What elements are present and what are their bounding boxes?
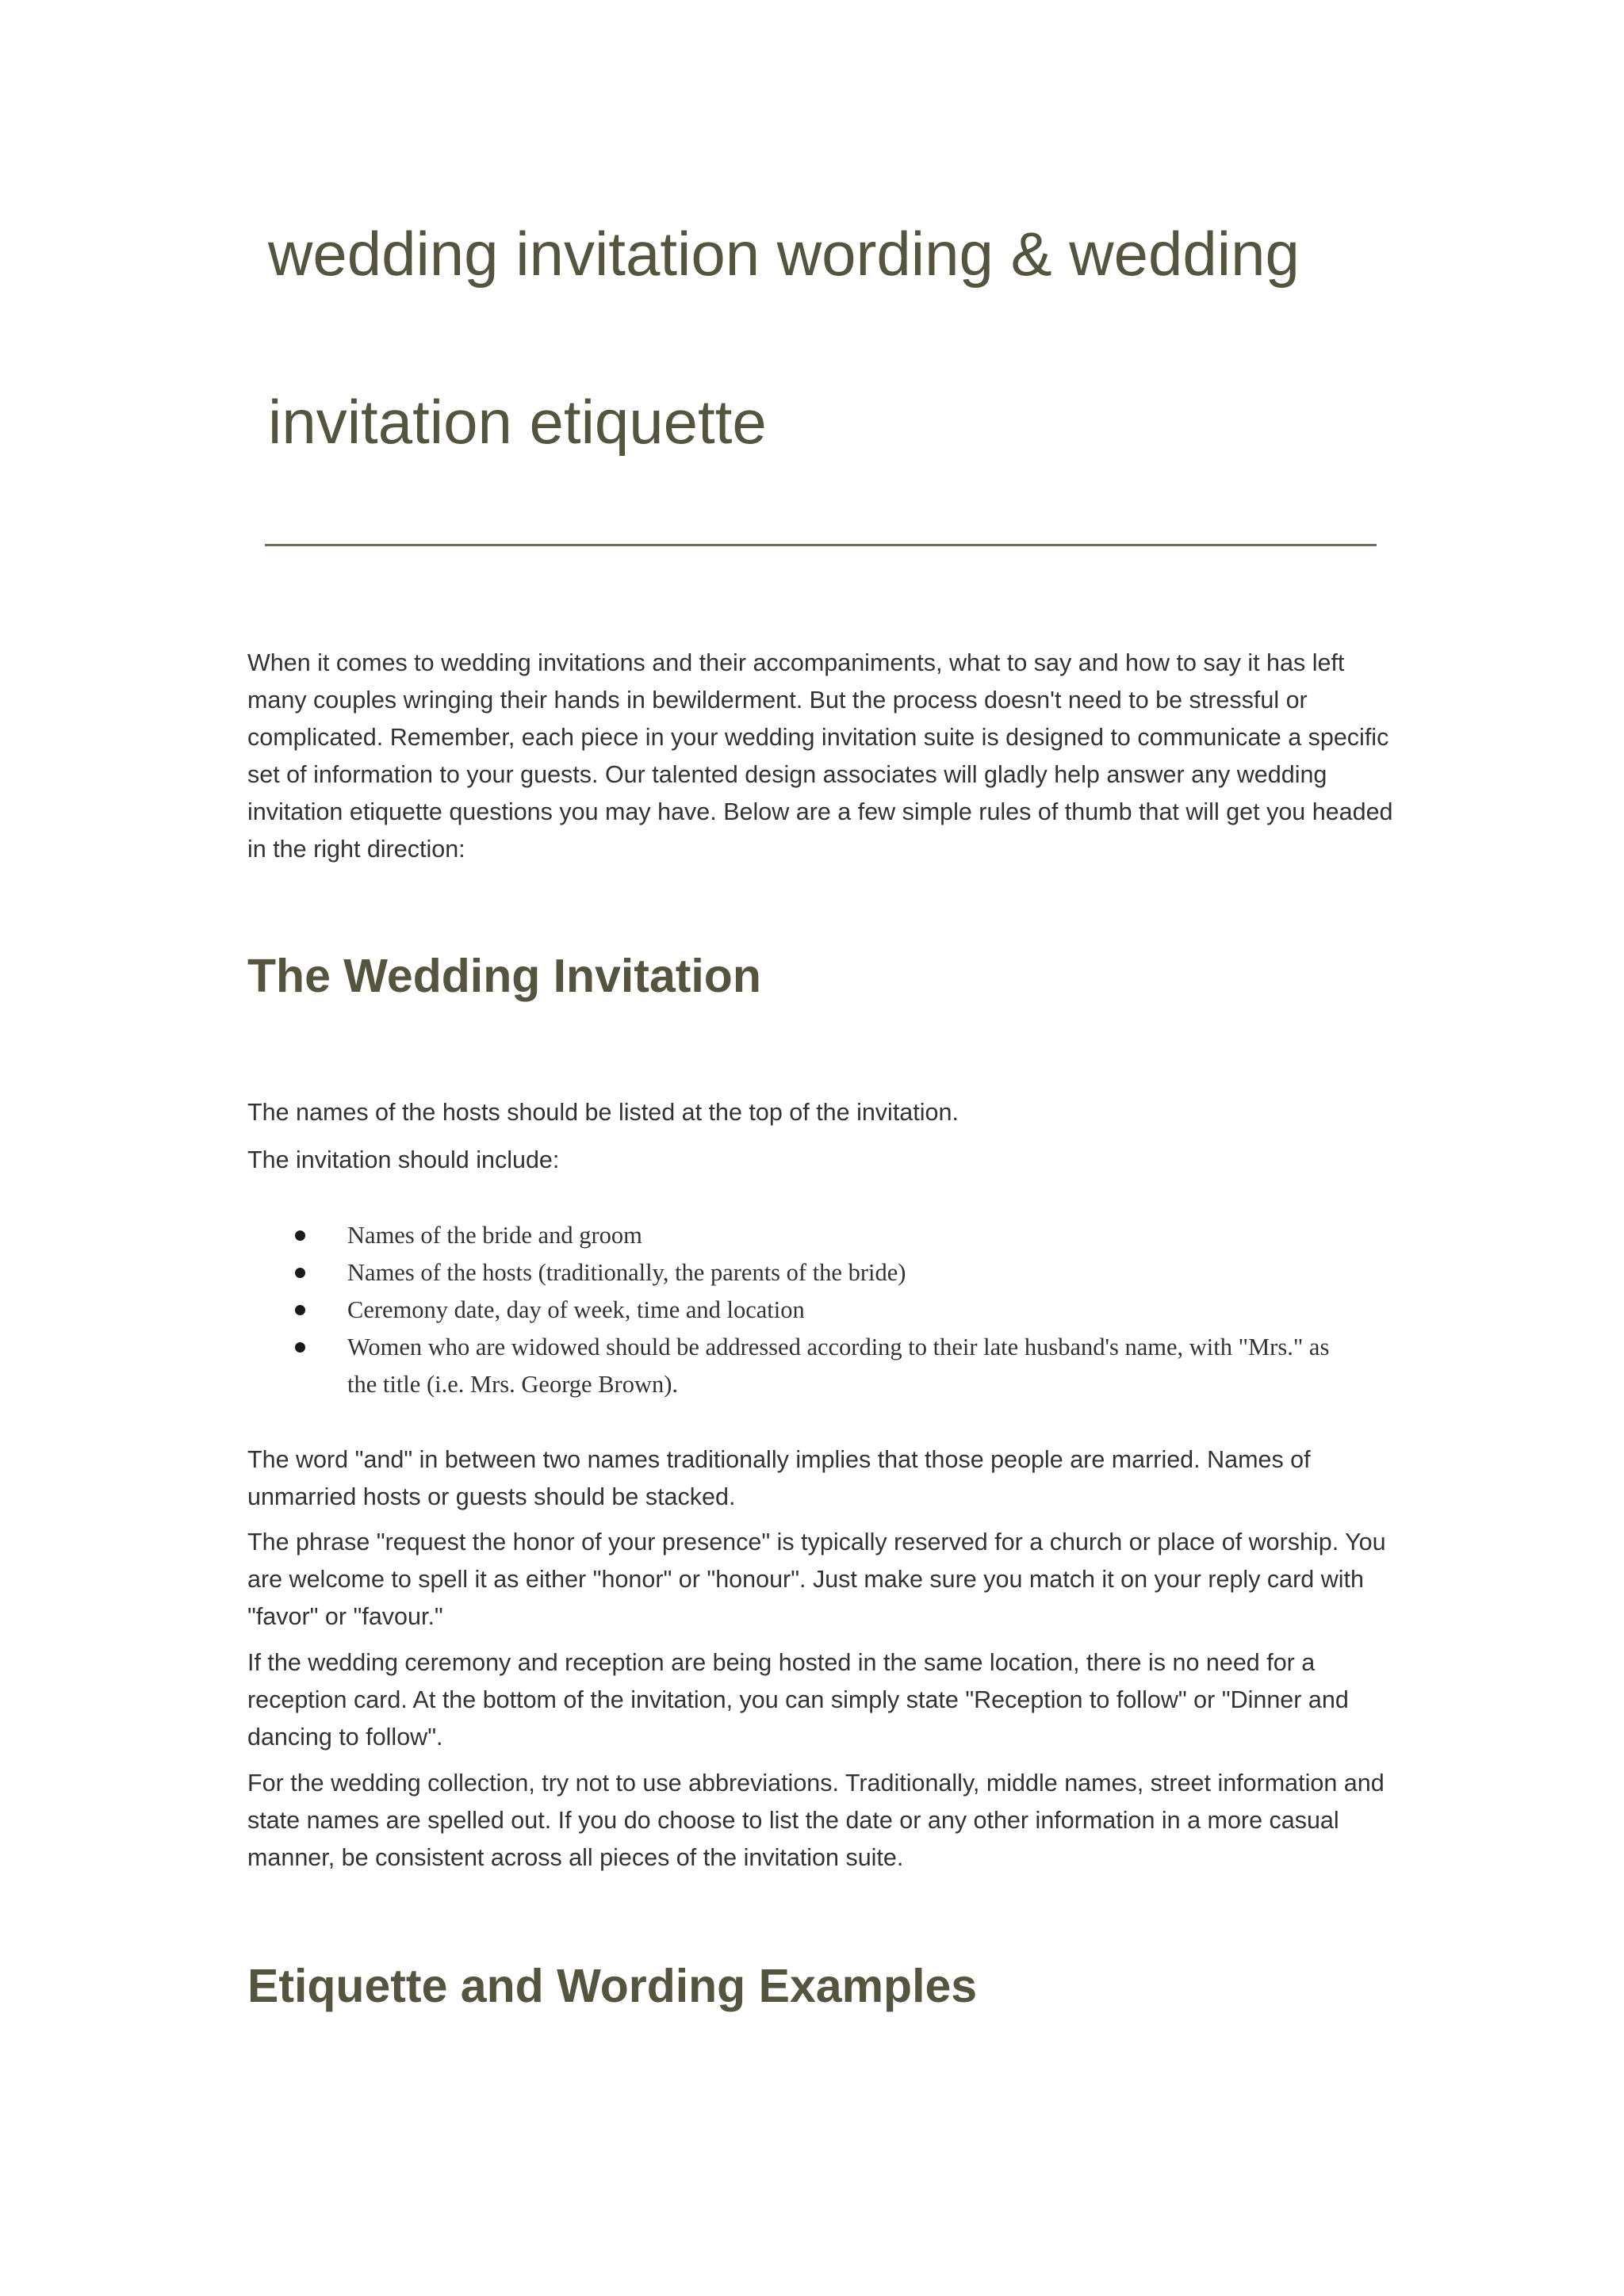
document-title-line-1: wedding invitation wording & wedding (268, 219, 1300, 289)
list-item-text: Names of the hosts (traditionally, the parents of the bride) (347, 1259, 906, 1286)
intro-paragraph: When it comes to wedding invitations and their accompaniments, what to say and how to say it has left many couples wringing their hands in bewilderment. But the process doesn't need to be stressful or complicated. Remember, each piece in your wedding invitation suite is designed to communicate a specific set of information to your guests. Our talented design associates will gladly help answer any wedding invitation etiquette questions you may have. Below are a few simple rules of thumb that will get you headed in the right direction: (247, 649, 1393, 863)
document-title-line-2: invitation etiquette (268, 387, 767, 457)
reception-card-paragraph: If the wedding ceremony and reception are being hosted in the same location, there is no need for a reception card. At the bottom of the invitation, you can simply state "Reception to follow" or "Dinner and dancing to follow". (247, 1649, 1349, 1751)
and-names-paragraph: The word "and" in between two names traditionally implies that those people are married. Names of unmarried hosts or guests should be stacked. (247, 1446, 1311, 1510)
bullet-icon (295, 1305, 305, 1315)
list-item-text: Names of the bride and groom (347, 1222, 642, 1249)
bullet-icon (295, 1268, 305, 1278)
list-item-text: Ceremony date, day of week, time and location (347, 1296, 805, 1323)
section-heading-etiquette-examples: Etiquette and Wording Examples (247, 1960, 978, 2012)
hosts-paragraph: The names of the hosts should be listed at the top of the invitation. (247, 1099, 959, 1126)
title-divider (265, 544, 1377, 546)
honor-phrase-paragraph: The phrase "request the honor of your presence" is typically reserved for a church or place of worship. You are welcome to spell it as either "honor" or "honour". Just make sure you match it on your reply card with "favor" or "favour." (247, 1529, 1386, 1630)
list-item (295, 1329, 1358, 1403)
abbreviations-paragraph: For the wedding collection, try not to use abbreviations. Traditionally, middle names, street information and state names are spelled out. If you do choose to list the date or any other information in a more casual manner, be consistent across all pieces of the invitation suite. (247, 1770, 1385, 1871)
list-item-text: Women who are widowed should be addressed according to their late husband's name, with "Mrs." as the title (i.e. Mrs. George Brown). (347, 1334, 1330, 1398)
list-item (295, 1254, 1358, 1292)
list-item (295, 1217, 1358, 1254)
bullet-icon (295, 1342, 305, 1353)
section-heading-wedding-invitation: The Wedding Invitation (247, 950, 761, 1002)
document-title (268, 170, 1378, 506)
invitation-include-list (295, 1217, 1358, 1403)
bullet-icon (295, 1230, 305, 1241)
list-item (295, 1292, 1358, 1329)
include-paragraph: The invitation should include: (247, 1146, 560, 1173)
